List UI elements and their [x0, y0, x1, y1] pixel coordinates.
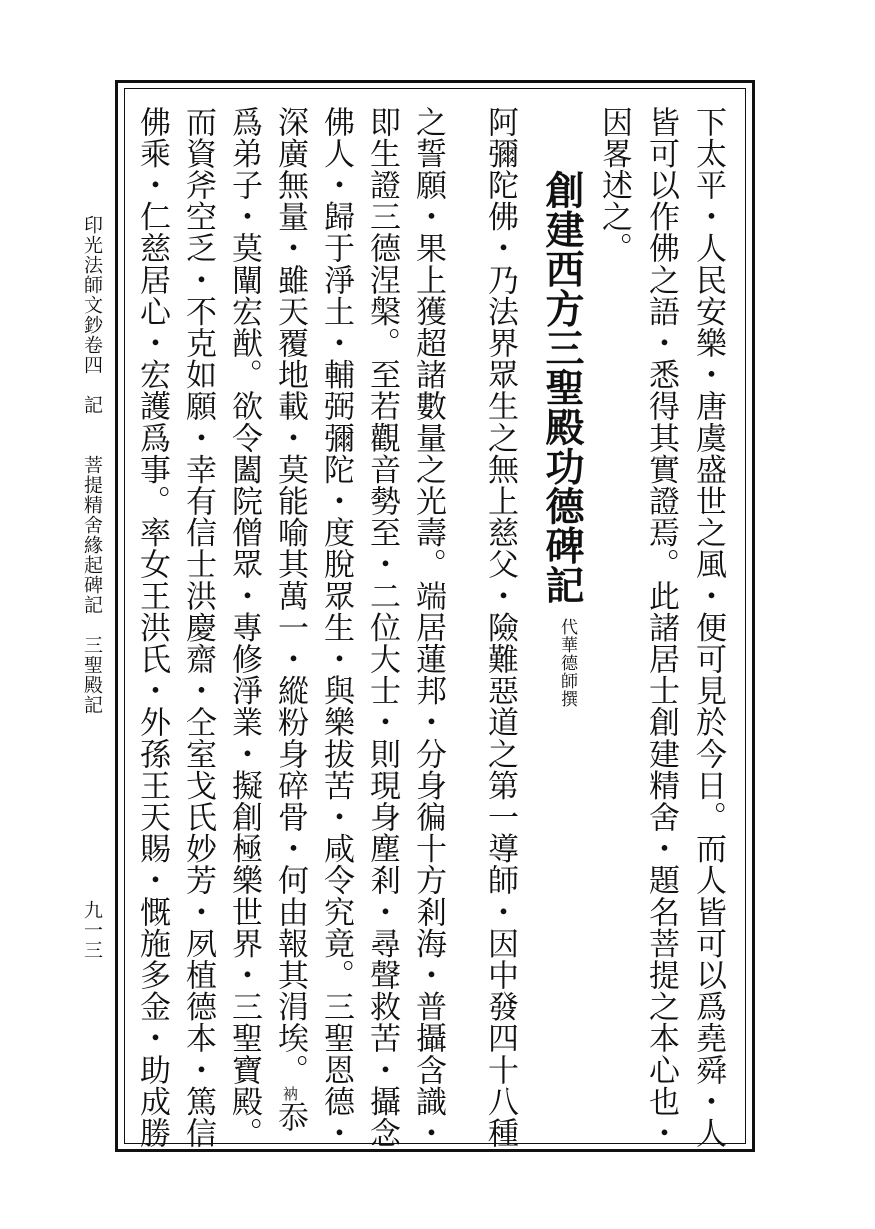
margin-chapter: 菩提精舍緣起碑記 [81, 455, 103, 615]
margin-subchapter: 三聖殿記 [81, 635, 103, 715]
self-reference-note: 衲 [281, 1085, 299, 1102]
text-column-8 [272, 106, 308, 1133]
text-column-2: 皆可以作佛之語・悉得其實證焉。此諸居士創建精舍・題名菩提之本心也・ [643, 106, 679, 1149]
text-column-5: 之誓願・果上獲超諸數量之光壽。端居蓮邦・分身徧十方剎海・普攝含識・ [410, 106, 446, 1149]
page-number: 九一三 [81, 900, 103, 960]
margin-section: 記 [81, 395, 103, 415]
text-column-6: 即生證三德涅槃。至若觀音勢至・二位大士・則現身塵剎・尋聲救苦・攝念 [364, 106, 400, 1149]
text-column-8-main: 深廣無量・雖天覆地載・莫能喻其萬一・縱粉身碎骨・何由報其涓埃。 [272, 106, 308, 1086]
text-column-9: 爲弟子・莫闡宏猷。欲令闔院僧眾・專修淨業・擬創極樂世界・三聖寶殿。 [226, 106, 262, 1149]
text-column-7: 佛人・歸于淨土・輔弼彌陀・度脫眾生・與樂拔苦・咸令究竟。三聖恩德・ [318, 106, 354, 1149]
text-column-3: 因畧述之。 [596, 106, 632, 264]
margin-header [82, 215, 101, 715]
author-byline: 代華德師撰 [557, 618, 577, 708]
text-column-8-tail: 忝 [272, 1101, 308, 1133]
text-column-11: 佛乘・仁慈居心・宏護爲事。率女王洪氏・外孫王天賜・慨施多金・助成勝 [134, 106, 170, 1149]
text-column-10: 而資斧空乏・不克如願・幸有信士洪慶齋・仝室戈氏妙芳・夙植德本・篤信 [180, 106, 216, 1149]
article-title: 創建西方三聖殿功德碑記 [539, 170, 585, 605]
text-column-1: 下太平・人民安樂・唐虞盛世之風・便可見於今日。而人皆可以爲堯舜・人 [690, 106, 726, 1149]
margin-book-title: 印光法師文鈔卷四 [81, 215, 103, 375]
text-column-4: 阿彌陀佛・乃法界眾生之無上慈父・險難惡道之第一導師・因中發四十八種 [482, 106, 518, 1149]
